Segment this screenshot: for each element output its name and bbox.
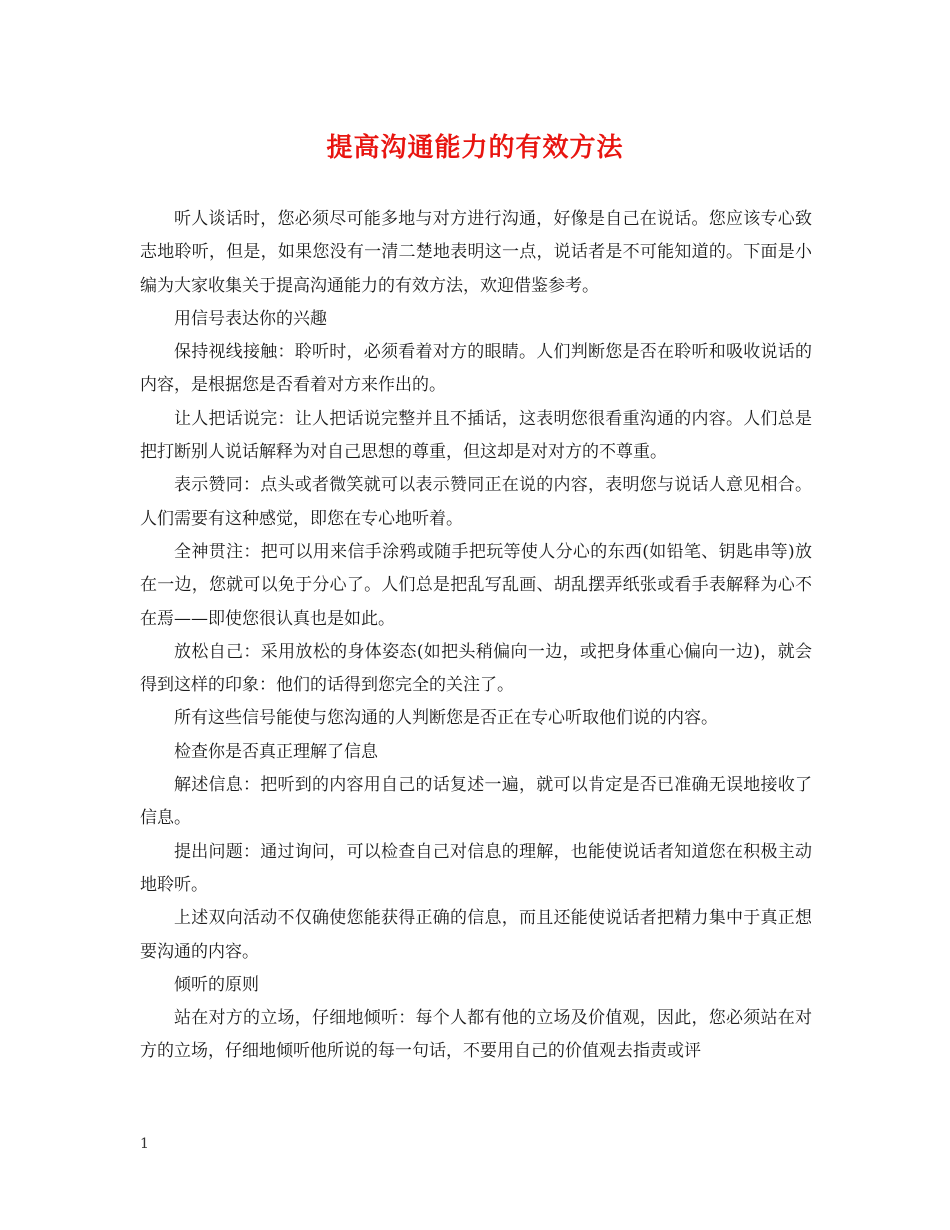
section-heading-signals: 用信号表达你的兴趣	[174, 308, 327, 329]
paragraph-let-finish: 让人把话说完：让人把话说完整并且不插话，这表明您很看重沟通的内容。人们总是把打断别人说话解释为对自己思想的尊重，但这却是对对方的不尊重。	[140, 408, 812, 463]
section-heading-principles: 倾听的原则	[174, 974, 259, 995]
paragraph-intro: 听人谈话时，您必须尽可能多地与对方进行沟通，好像是自己在说话。您应该专心致志地聆听，但是，如果您没有一清二楚地表明这一点，说话者是不可能知道的。下面是小编为大家收集关于提高沟通能力的有效方法，欢迎借鉴参考。	[140, 209, 812, 296]
document-body	[140, 203, 812, 1069]
paragraph-focus: 全神贯注：把可以用来信手涂鸦或随手把玩等使人分心的东西(如铅笔、钥匙串等)放在一边，您就可以免于分心了。人们总是把乱写乱画、胡乱摆弄纸张或看手表解释为心不在焉——即使您很认真也是如此。	[140, 541, 812, 629]
paragraph-stand-position: 站在对方的立场，仔细地倾听：每个人都有他的立场及价值观，因此，您必须站在对方的立场，仔细地倾听他所说的每一句话，不要用自己的价值观去指责或评	[140, 1008, 812, 1062]
paragraph-two-way: 上述双向活动不仅确使您能获得正确的信息，而且还能使说话者把精力集中于真正想要沟通的内容。	[140, 908, 812, 962]
paragraph-eye-contact: 保持视线接触：聆听时，必须看着对方的眼睛。人们判断您是否在聆听和吸收说话的内容，是根据您是否看着对方来作出的。	[140, 342, 812, 396]
section-heading-check: 检查你是否真正理解了信息	[174, 741, 378, 762]
paragraph-agree: 表示赞同：点头或者微笑就可以表示赞同正在说的内容，表明您与说话人意见相合。人们需要有这种感觉，即您在专心地听着。	[140, 475, 812, 529]
paragraph-ask: 提出问题：通过询问，可以检查自己对信息的理解，也能使说话者知道您在积极主动地聆听。	[140, 841, 812, 895]
document-title: 提高沟通能力的有效方法	[326, 133, 624, 163]
page-number: 1	[140, 1136, 149, 1152]
paragraph-restate: 解述信息：把听到的内容用自己的话复述一遍，就可以肯定是否已准确无误地接收了信息。	[140, 775, 812, 829]
paragraph-relax: 放松自己：采用放松的身体姿态(如把头稍偏向一边，或把身体重心偏向一边)，就会得到这样的印象：他们的话得到您完全的关注了。	[140, 641, 812, 696]
paragraph-signals-summary: 所有这些信号能使与您沟通的人判断您是否正在专心听取他们说的内容。	[174, 708, 718, 729]
